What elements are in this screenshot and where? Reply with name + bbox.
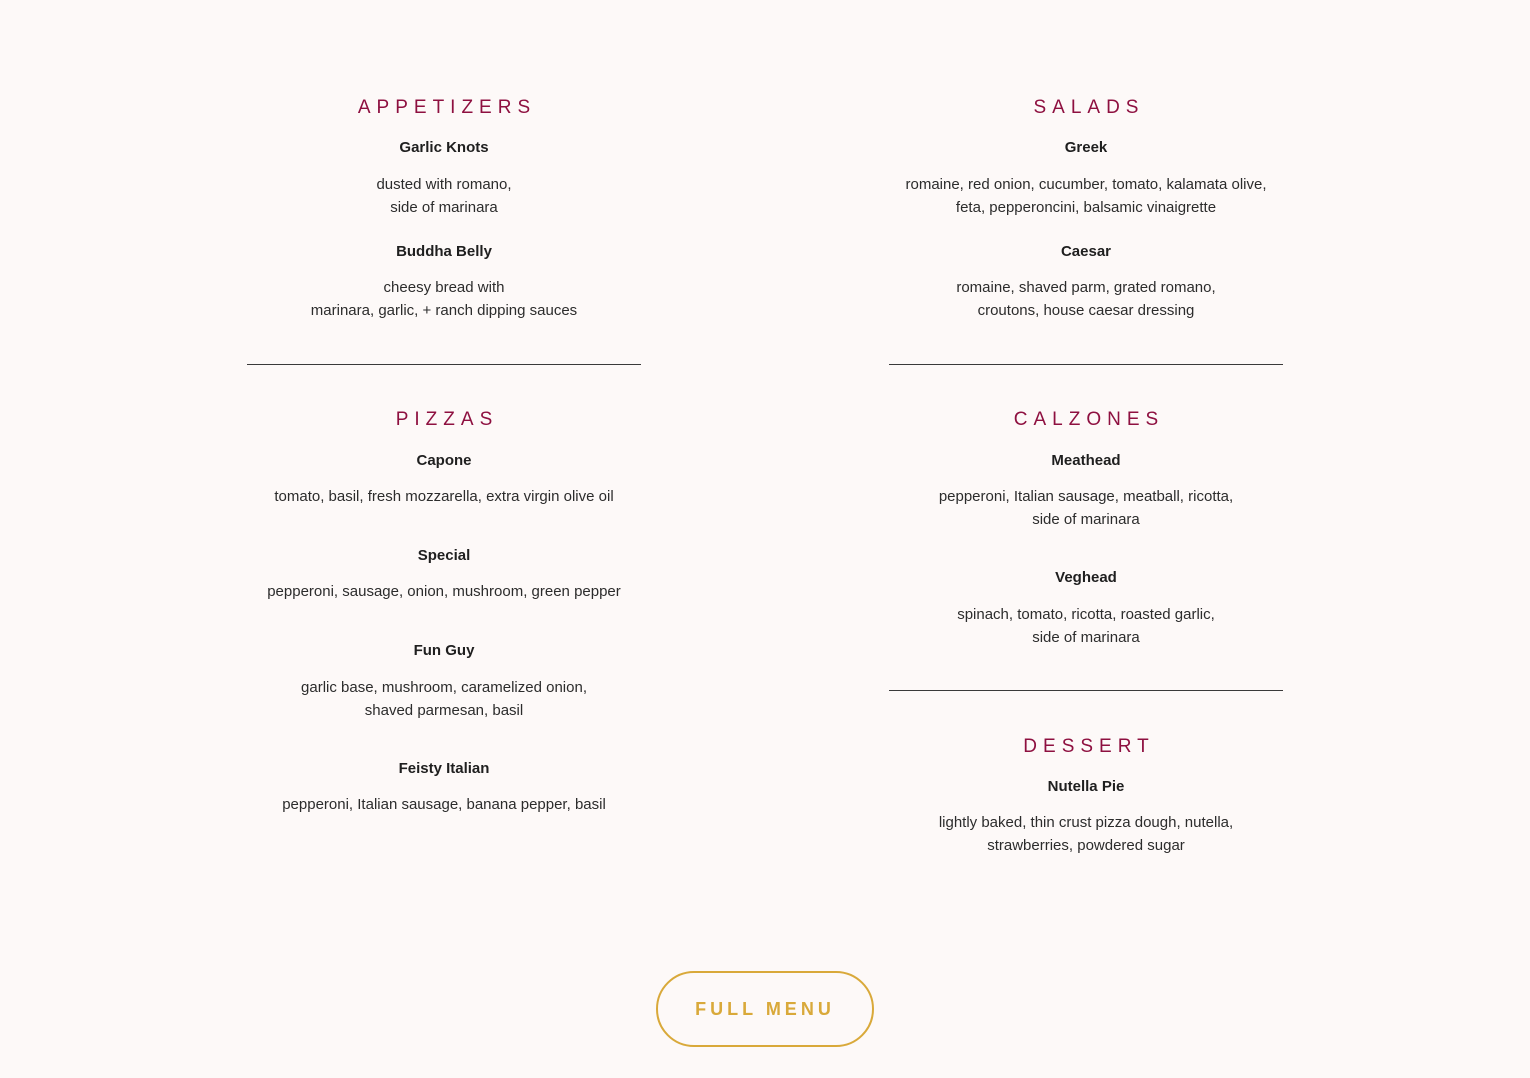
- menu-item-name: Fun Guy: [413, 642, 475, 659]
- menu-item-name: Capone: [416, 452, 472, 469]
- section-title-salads: SALADS: [1033, 97, 1145, 118]
- menu-item-description: tomato, basil, fresh mozzarella, extra virgin olive oil: [274, 488, 614, 505]
- section-divider: [889, 364, 1283, 365]
- menu-item-name: Caesar: [1060, 243, 1112, 260]
- menu-item-description: dusted with romano, side of marinara: [376, 176, 512, 216]
- menu-item-name: Nutella Pie: [1047, 778, 1125, 795]
- menu-item-name: Feisty Italian: [398, 760, 490, 777]
- menu-item-description: romaine, shaved parm, grated romano, croutons, house caesar dressing: [956, 279, 1216, 319]
- menu-item-name: Veghead: [1055, 569, 1117, 586]
- menu-item-name: Buddha Belly: [396, 243, 492, 260]
- full-menu-button[interactable]: FULL MENU: [656, 971, 874, 1047]
- menu-item-description: pepperoni, sausage, onion, mushroom, green pepper: [267, 583, 621, 600]
- section-title-pizzas: PIZZAS: [395, 409, 499, 430]
- menu-item-description: pepperoni, Italian sausage, banana pepper, basil: [282, 796, 606, 813]
- menu-item-description: garlic base, mushroom, caramelized onion, shaved parmesan, basil: [301, 679, 587, 719]
- section-title-dessert: DESSERT: [1023, 736, 1155, 757]
- menu-item-description: cheesy bread with marinara, garlic, + ranch dipping sauces: [310, 279, 578, 319]
- menu-item-description: pepperoni, Italian sausage, meatball, ricotta, side of marinara: [938, 488, 1234, 528]
- menu-item-name: Special: [417, 547, 471, 564]
- section-divider: [889, 690, 1283, 691]
- menu-item-description: spinach, tomato, ricotta, roasted garlic, side of marinara: [957, 606, 1215, 646]
- menu-item-description: lightly baked, thin crust pizza dough, nutella, strawberries, powdered sugar: [938, 814, 1234, 854]
- section-title-appetizers: APPETIZERS: [357, 97, 537, 118]
- menu-item-name: Meathead: [1051, 452, 1121, 469]
- section-title-calzones: CALZONES: [1013, 409, 1165, 430]
- menu-item-name: Greek: [1064, 139, 1108, 156]
- menu-item-name: Garlic Knots: [399, 139, 489, 156]
- menu-item-description: romaine, red onion, cucumber, tomato, kalamata olive, feta, pepperoncini, balsamic vinaigrette: [905, 176, 1267, 216]
- section-divider: [247, 364, 641, 365]
